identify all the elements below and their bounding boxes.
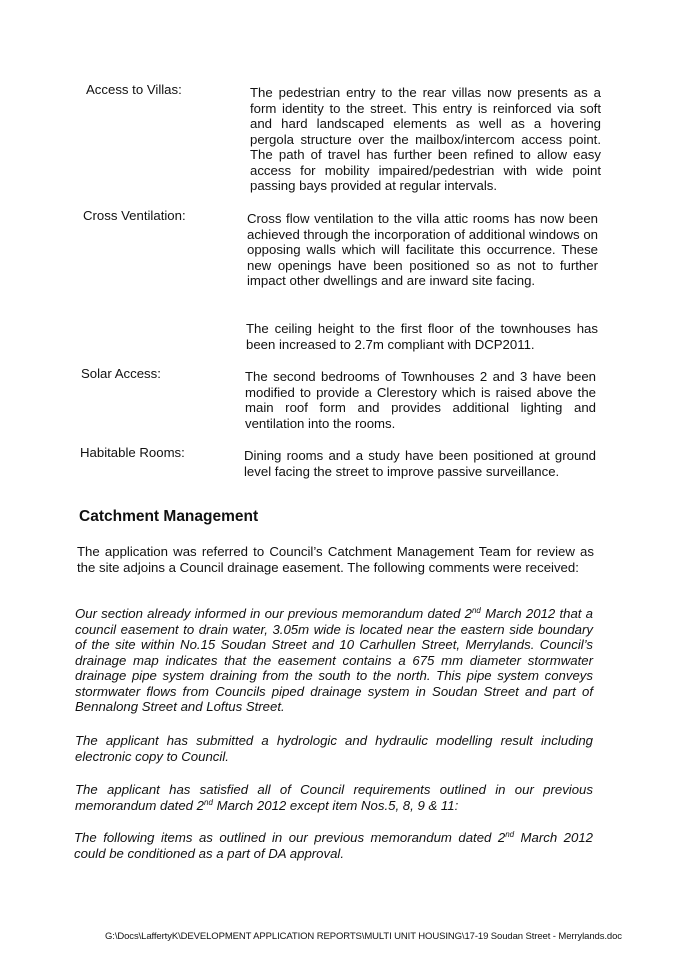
quote1-before: Our section already informed in our previous memorandum dated 2 <box>75 606 472 621</box>
quote4-before: The following items as outlined in our previous memorandum dated 2 <box>74 830 506 845</box>
item-text-habitable-rooms: Dining rooms and a study have been positioned at ground level facing the street to improve passive surveillance. <box>244 448 596 479</box>
item-text-cross-ventilation: Cross flow ventilation to the villa attic rooms has now been achieved through the incorporation of additional windows on opposing walls which will facilitate this occurrence. These new openings have been positioned so as not to further impact other dwellings and are inward site facing. <box>247 211 598 288</box>
quote4-sup: nd <box>505 830 515 839</box>
memo-quote-modelling: The applicant has submitted a hydrologic and hydraulic modelling result including electronic copy to Council. <box>75 733 593 764</box>
quote1-after: March 2012 that a council easement to drain water, 3.05m wide is located near the eastern side boundary of the site within No.15 Soudan Street and 10 Carhullen Street, Merrylands. Council’s drainage map indicates that the easement contains a 675 mm diameter stormwater drainage pipe system draining from the south to the north. This pipe system conveys stormwater flows from Councils piped drainage system in Soudan Street and part of Bennalong Street and Loftus Street. <box>75 606 593 714</box>
item-text-ceiling-height: The ceiling height to the first floor of the townhouses has been increased to 2.7m compliant with DCP2011. <box>246 321 598 352</box>
footer-file-path: G:\Docs\LaffertyK\DEVELOPMENT APPLICATION REPORTS\MULTI UNIT HOUSING\17-19 Soudan Street - Merrylands.doc <box>105 931 622 942</box>
memo-quote-satisfied <box>75 782 593 813</box>
intro-paragraph: The application was referred to Council’s Catchment Management Team for review as the site adjoins a Council drainage easement. The following comments were received: <box>77 544 594 575</box>
item-text-access-to-villas: The pedestrian entry to the rear villas now presents as a form identity to the street. This entry is reinforced via soft and hard landscaped elements as well as a hovering pergola structure over the mailbox/intercom access point. The path of travel has further been refined to allow easy access for mobility impaired/pedestrian with wide point passing bays provided at regular intervals. <box>250 85 601 193</box>
item-label-solar-access: Solar Access: <box>81 366 161 381</box>
quote4-after: March 2012 could be conditioned as a part of DA approval. <box>74 830 593 861</box>
item-label-cross-ventilation: Cross Ventilation: <box>83 208 186 223</box>
quote1-sup: nd <box>471 606 481 615</box>
quote3-after: March 2012 except item Nos.5, 8, 9 & 11: <box>212 797 459 813</box>
memo-quote-easement <box>75 606 593 715</box>
quote3-before: The applicant has satisfied all of Council requirements outlined in our previous memorandum dated 2 <box>75 782 593 813</box>
quote3-sup: nd <box>204 797 213 807</box>
item-text-solar-access: The second bedrooms of Townhouses 2 and 3 have been modified to provide a Clerestory which is raised above the main roof form and provides additional lighting and ventilation into the rooms. <box>245 369 596 431</box>
item-label-habitable-rooms: Habitable Rooms: <box>80 445 185 460</box>
section-heading: Catchment Management <box>79 508 259 525</box>
memo-quote-conditions <box>74 830 593 861</box>
item-label-access-to-villas: Access to Villas: <box>86 82 182 97</box>
